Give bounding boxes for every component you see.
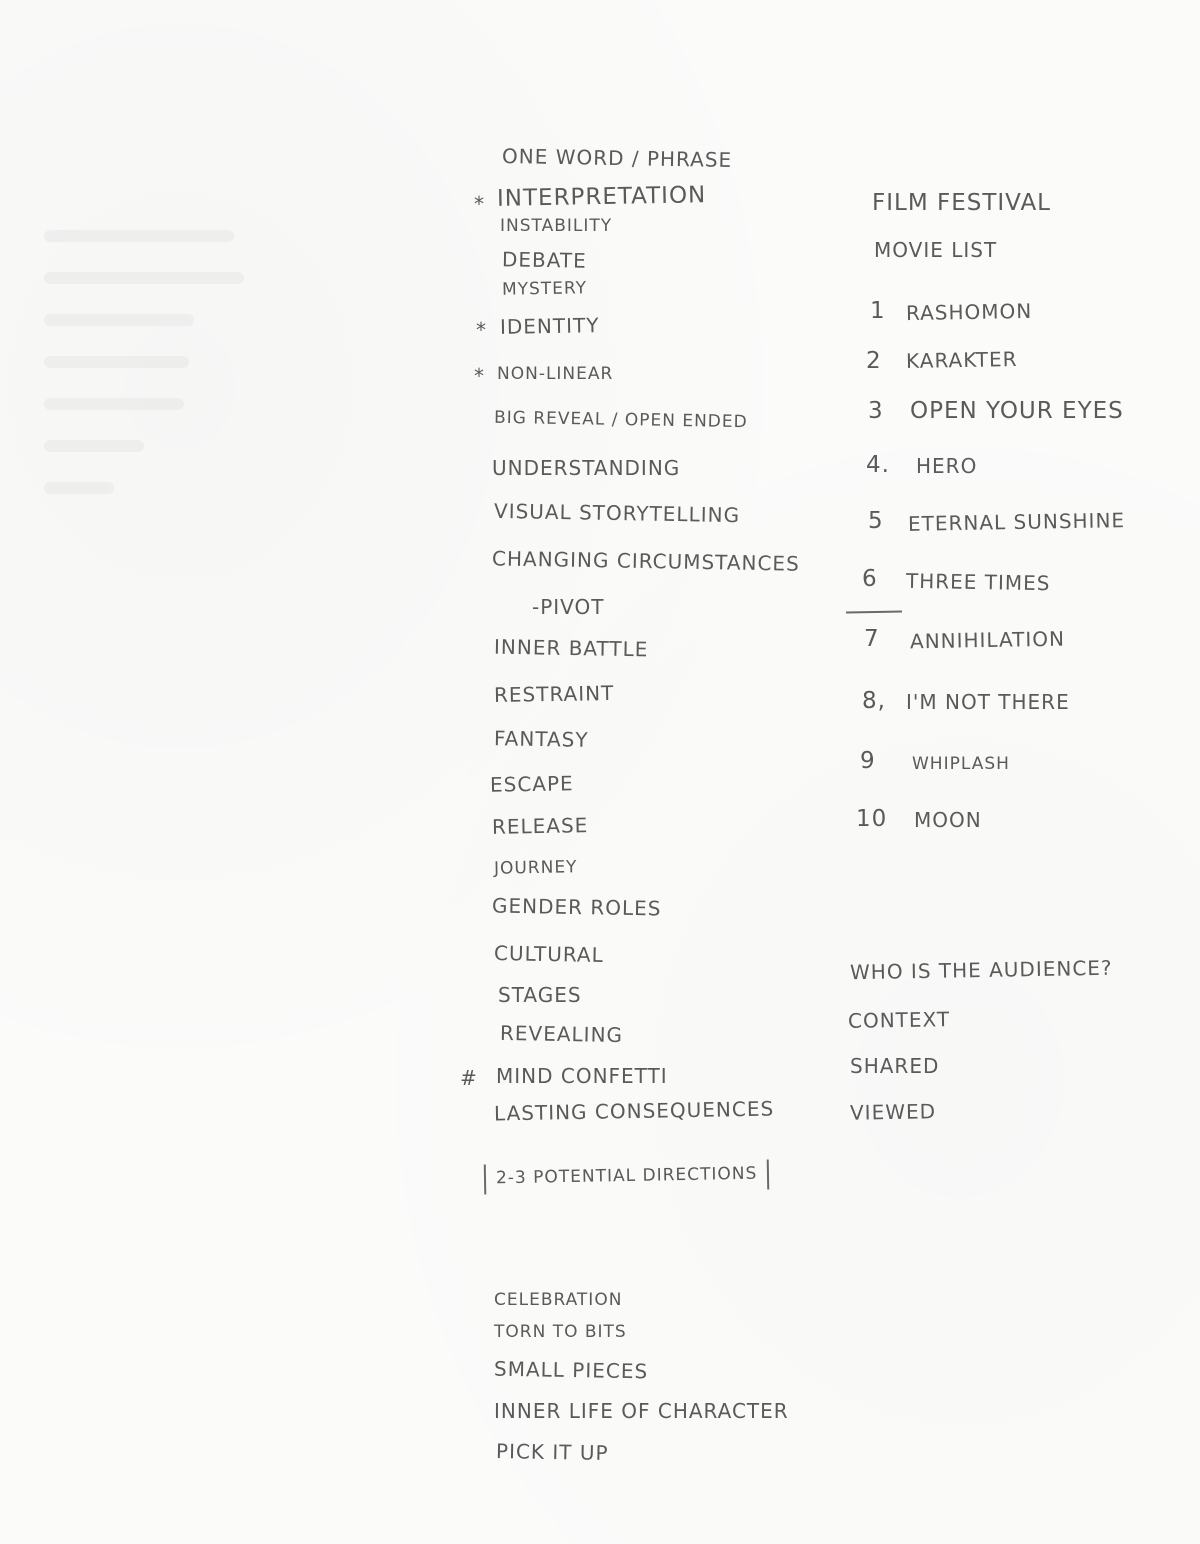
brainstorm-item: REVEALING: [499, 1020, 624, 1048]
brainstorm-heading: ONE WORD / PHRASE: [501, 143, 733, 173]
movie-number: 4.: [866, 452, 890, 478]
movie-title: WHIPLASH: [912, 754, 1010, 774]
brainstorm-item: INTERPRETATION: [496, 182, 707, 212]
brainstorm-item: RESTRAINT: [493, 680, 615, 708]
movie-title: OPEN YOUR EYES: [910, 398, 1124, 424]
brainstorm-item: LASTING CONSEQUENCES: [493, 1096, 775, 1126]
brainstorm-item: VISUAL STORYTELLING: [493, 498, 741, 528]
brainstorm-item: CHANGING CIRCUMSTANCES: [491, 546, 800, 576]
audience-item: VIEWED: [849, 1099, 937, 1125]
movie-number: 9: [860, 748, 876, 774]
brainstorm-item: NON-LINEAR: [497, 364, 614, 384]
directions-bracket: [484, 1160, 770, 1195]
star-mark: *: [476, 318, 486, 342]
brainstorm-item: MYSTERY: [501, 278, 588, 300]
brainstorm-item: DEBATE: [501, 247, 587, 273]
brainstorm-item: -PIVOT: [532, 595, 605, 619]
brainstorm-extra-item: SMALL PIECES: [493, 1356, 649, 1384]
movie-title: RASHOMON: [905, 298, 1033, 326]
movie-list-title: FILM FESTIVAL: [872, 190, 1051, 216]
brainstorm-extra-item: TORN TO BITS: [494, 1322, 627, 1342]
ghost-writing: [44, 230, 264, 530]
directions-note: 2-3 POTENTIAL DIRECTIONS: [495, 1163, 758, 1189]
brainstorm-item: JOURNEY: [493, 857, 578, 879]
movie-number: 1: [870, 298, 886, 324]
brainstorm-item: RELEASE: [491, 813, 589, 839]
list-divider: [846, 611, 902, 614]
brainstorm-item: FANTASY: [493, 726, 589, 752]
movie-number: 8,: [862, 688, 886, 714]
audience-item: SHARED: [850, 1054, 940, 1078]
brainstorm-item: BIG REVEAL / OPEN ENDED: [493, 407, 748, 433]
star-mark: *: [474, 192, 484, 216]
brainstorm-item: ESCAPE: [489, 771, 574, 797]
movie-number: 3: [868, 398, 884, 424]
brainstorm-extra-item: PICK IT UP: [495, 1439, 609, 1465]
brainstorm-item: MIND CONFETTI: [496, 1064, 668, 1088]
movie-title: THREE TIMES: [905, 568, 1051, 596]
audience-item: CONTEXT: [847, 1007, 951, 1033]
movie-number: 6: [862, 566, 878, 592]
brainstorm-item: CULTURAL: [493, 941, 604, 967]
star-mark: *: [474, 364, 484, 388]
brainstorm-item: INSTABILITY: [500, 216, 613, 236]
audience-question: WHO IS THE AUDIENCE?: [849, 955, 1113, 985]
movie-number: 5: [868, 508, 884, 534]
movie-title: MOON: [914, 808, 982, 832]
movie-title: I'M NOT THERE: [906, 690, 1070, 714]
brainstorm-extra-item: INNER LIFE OF CHARACTER: [494, 1399, 789, 1423]
hash-mark: #: [460, 1066, 477, 1090]
brainstorm-item: IDENTITY: [499, 313, 600, 339]
movie-title: ANNIHILATION: [909, 626, 1066, 654]
brainstorm-item: STAGES: [498, 983, 582, 1007]
movie-number: 2: [866, 348, 882, 374]
movie-number: 7: [864, 626, 880, 652]
brainstorm-item: UNDERSTANDING: [492, 456, 681, 480]
movie-title: ETERNAL SUNSHINE: [907, 508, 1126, 536]
movie-title: KARAKTER: [905, 347, 1018, 373]
brainstorm-item: INNER BATTLE: [493, 634, 649, 662]
movie-number: 10: [856, 806, 888, 832]
movie-list-subtitle: MOVIE LIST: [874, 238, 998, 262]
brainstorm-item: GENDER ROLES: [491, 893, 662, 921]
brainstorm-extra-item: CELEBRATION: [494, 1290, 623, 1310]
movie-title: HERO: [916, 454, 978, 478]
